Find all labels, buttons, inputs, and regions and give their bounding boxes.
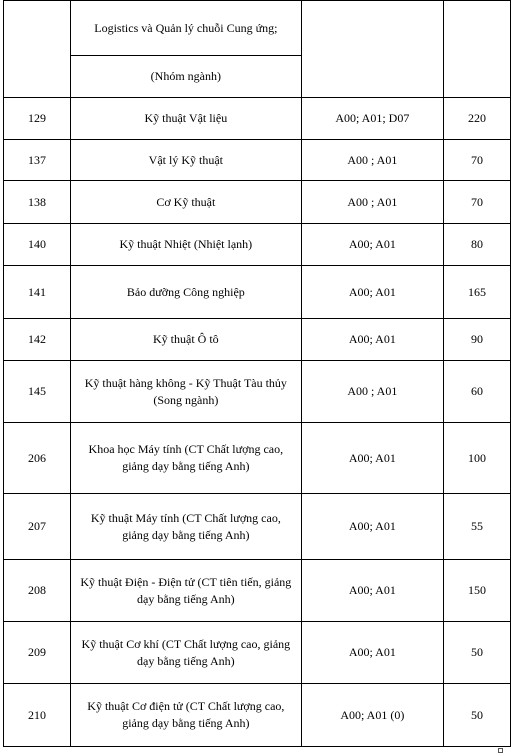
quota-cell-empty	[443, 1, 510, 98]
table-row	[4, 423, 511, 494]
code-cell: 137	[4, 140, 71, 181]
table-row	[4, 266, 511, 319]
code-cell-empty	[4, 1, 71, 98]
quota-cell: 60	[443, 361, 510, 423]
table-row	[4, 181, 511, 224]
subject-combo-cell: A00; A01	[301, 266, 443, 319]
quota-cell: 80	[443, 224, 510, 266]
major-name-cell: Logistics và Quản lý chuỗi Cung ứng;	[71, 1, 302, 56]
subject-combo-cell: A00; A01	[301, 622, 443, 684]
code-cell: 210	[4, 684, 71, 747]
quota-cell: 165	[443, 266, 510, 319]
table-row	[4, 560, 511, 622]
subject-combo-cell: A00; A01	[301, 319, 443, 361]
quota-cell: 150	[443, 560, 510, 622]
subject-combo-cell: A00; A01	[301, 423, 443, 494]
code-cell: 206	[4, 423, 71, 494]
subject-combo-cell: A00 ; A01	[301, 361, 443, 423]
table-row	[4, 622, 511, 684]
code-cell: 208	[4, 560, 71, 622]
quota-cell: 55	[443, 494, 510, 560]
code-cell: 209	[4, 622, 71, 684]
major-name-cell: Kỹ thuật Ô tô	[71, 319, 302, 361]
quota-cell: 70	[443, 140, 510, 181]
table-row	[4, 319, 511, 361]
table-row	[4, 98, 511, 140]
table-row	[4, 224, 511, 266]
quota-cell: 220	[443, 98, 510, 140]
code-cell: 140	[4, 224, 71, 266]
subject-combo-cell: A00; A01	[301, 560, 443, 622]
admissions-table	[3, 0, 511, 747]
table-row-continued	[4, 1, 511, 56]
major-name-cell: Kỹ thuật Vật liệu	[71, 98, 302, 140]
subject-combo-cell: A00; A01	[301, 494, 443, 560]
code-cell: 142	[4, 319, 71, 361]
table-row	[4, 494, 511, 560]
table-row	[4, 684, 511, 747]
code-cell: 145	[4, 361, 71, 423]
code-cell: 141	[4, 266, 71, 319]
quota-cell: 70	[443, 181, 510, 224]
subject-combo-cell: A00 ; A01	[301, 181, 443, 224]
major-name-cell: Kỹ thuật hàng không - Kỹ Thuật Tàu thủy (Song ngành)	[71, 361, 302, 423]
table-anchor-handle	[498, 748, 503, 753]
table-row	[4, 140, 511, 181]
code-cell: 129	[4, 98, 71, 140]
subject-combo-cell: A00; A01 (0)	[301, 684, 443, 747]
code-cell: 138	[4, 181, 71, 224]
major-name-cell: Bảo dưỡng Công nghiệp	[71, 266, 302, 319]
major-name-cell: Kỹ thuật Cơ khí (CT Chất lượng cao, giảng dạy bằng tiếng Anh)	[71, 622, 302, 684]
subject-combo-cell: A00; A01; D07	[301, 98, 443, 140]
subject-combo-cell: A00; A01	[301, 224, 443, 266]
quota-cell: 100	[443, 423, 510, 494]
code-cell: 207	[4, 494, 71, 560]
quota-cell: 50	[443, 622, 510, 684]
major-name-cell: Kỹ thuật Điện - Điện tử (CT tiên tiến, giảng dạy bằng tiếng Anh)	[71, 560, 302, 622]
major-name-cell: Vật lý Kỹ thuật	[71, 140, 302, 181]
major-name-cell: Khoa học Máy tính (CT Chất lượng cao, giảng dạy bằng tiếng Anh)	[71, 423, 302, 494]
major-name-cell: Kỹ thuật Máy tính (CT Chất lượng cao, giảng dạy bằng tiếng Anh)	[71, 494, 302, 560]
table-row	[4, 361, 511, 423]
major-name-cell: Kỹ thuật Nhiệt (Nhiệt lạnh)	[71, 224, 302, 266]
subject-combo-cell: A00 ; A01	[301, 140, 443, 181]
subject-combo-cell-empty	[301, 1, 443, 98]
quota-cell: 50	[443, 684, 510, 747]
major-name-cell: Kỹ thuật Cơ điện tử (CT Chất lượng cao, giảng dạy bằng tiếng Anh)	[71, 684, 302, 747]
admissions-table-body	[4, 1, 511, 747]
major-group-note: (Nhóm ngành)	[71, 56, 302, 98]
major-name-cell: Cơ Kỹ thuật	[71, 181, 302, 224]
quota-cell: 90	[443, 319, 510, 361]
